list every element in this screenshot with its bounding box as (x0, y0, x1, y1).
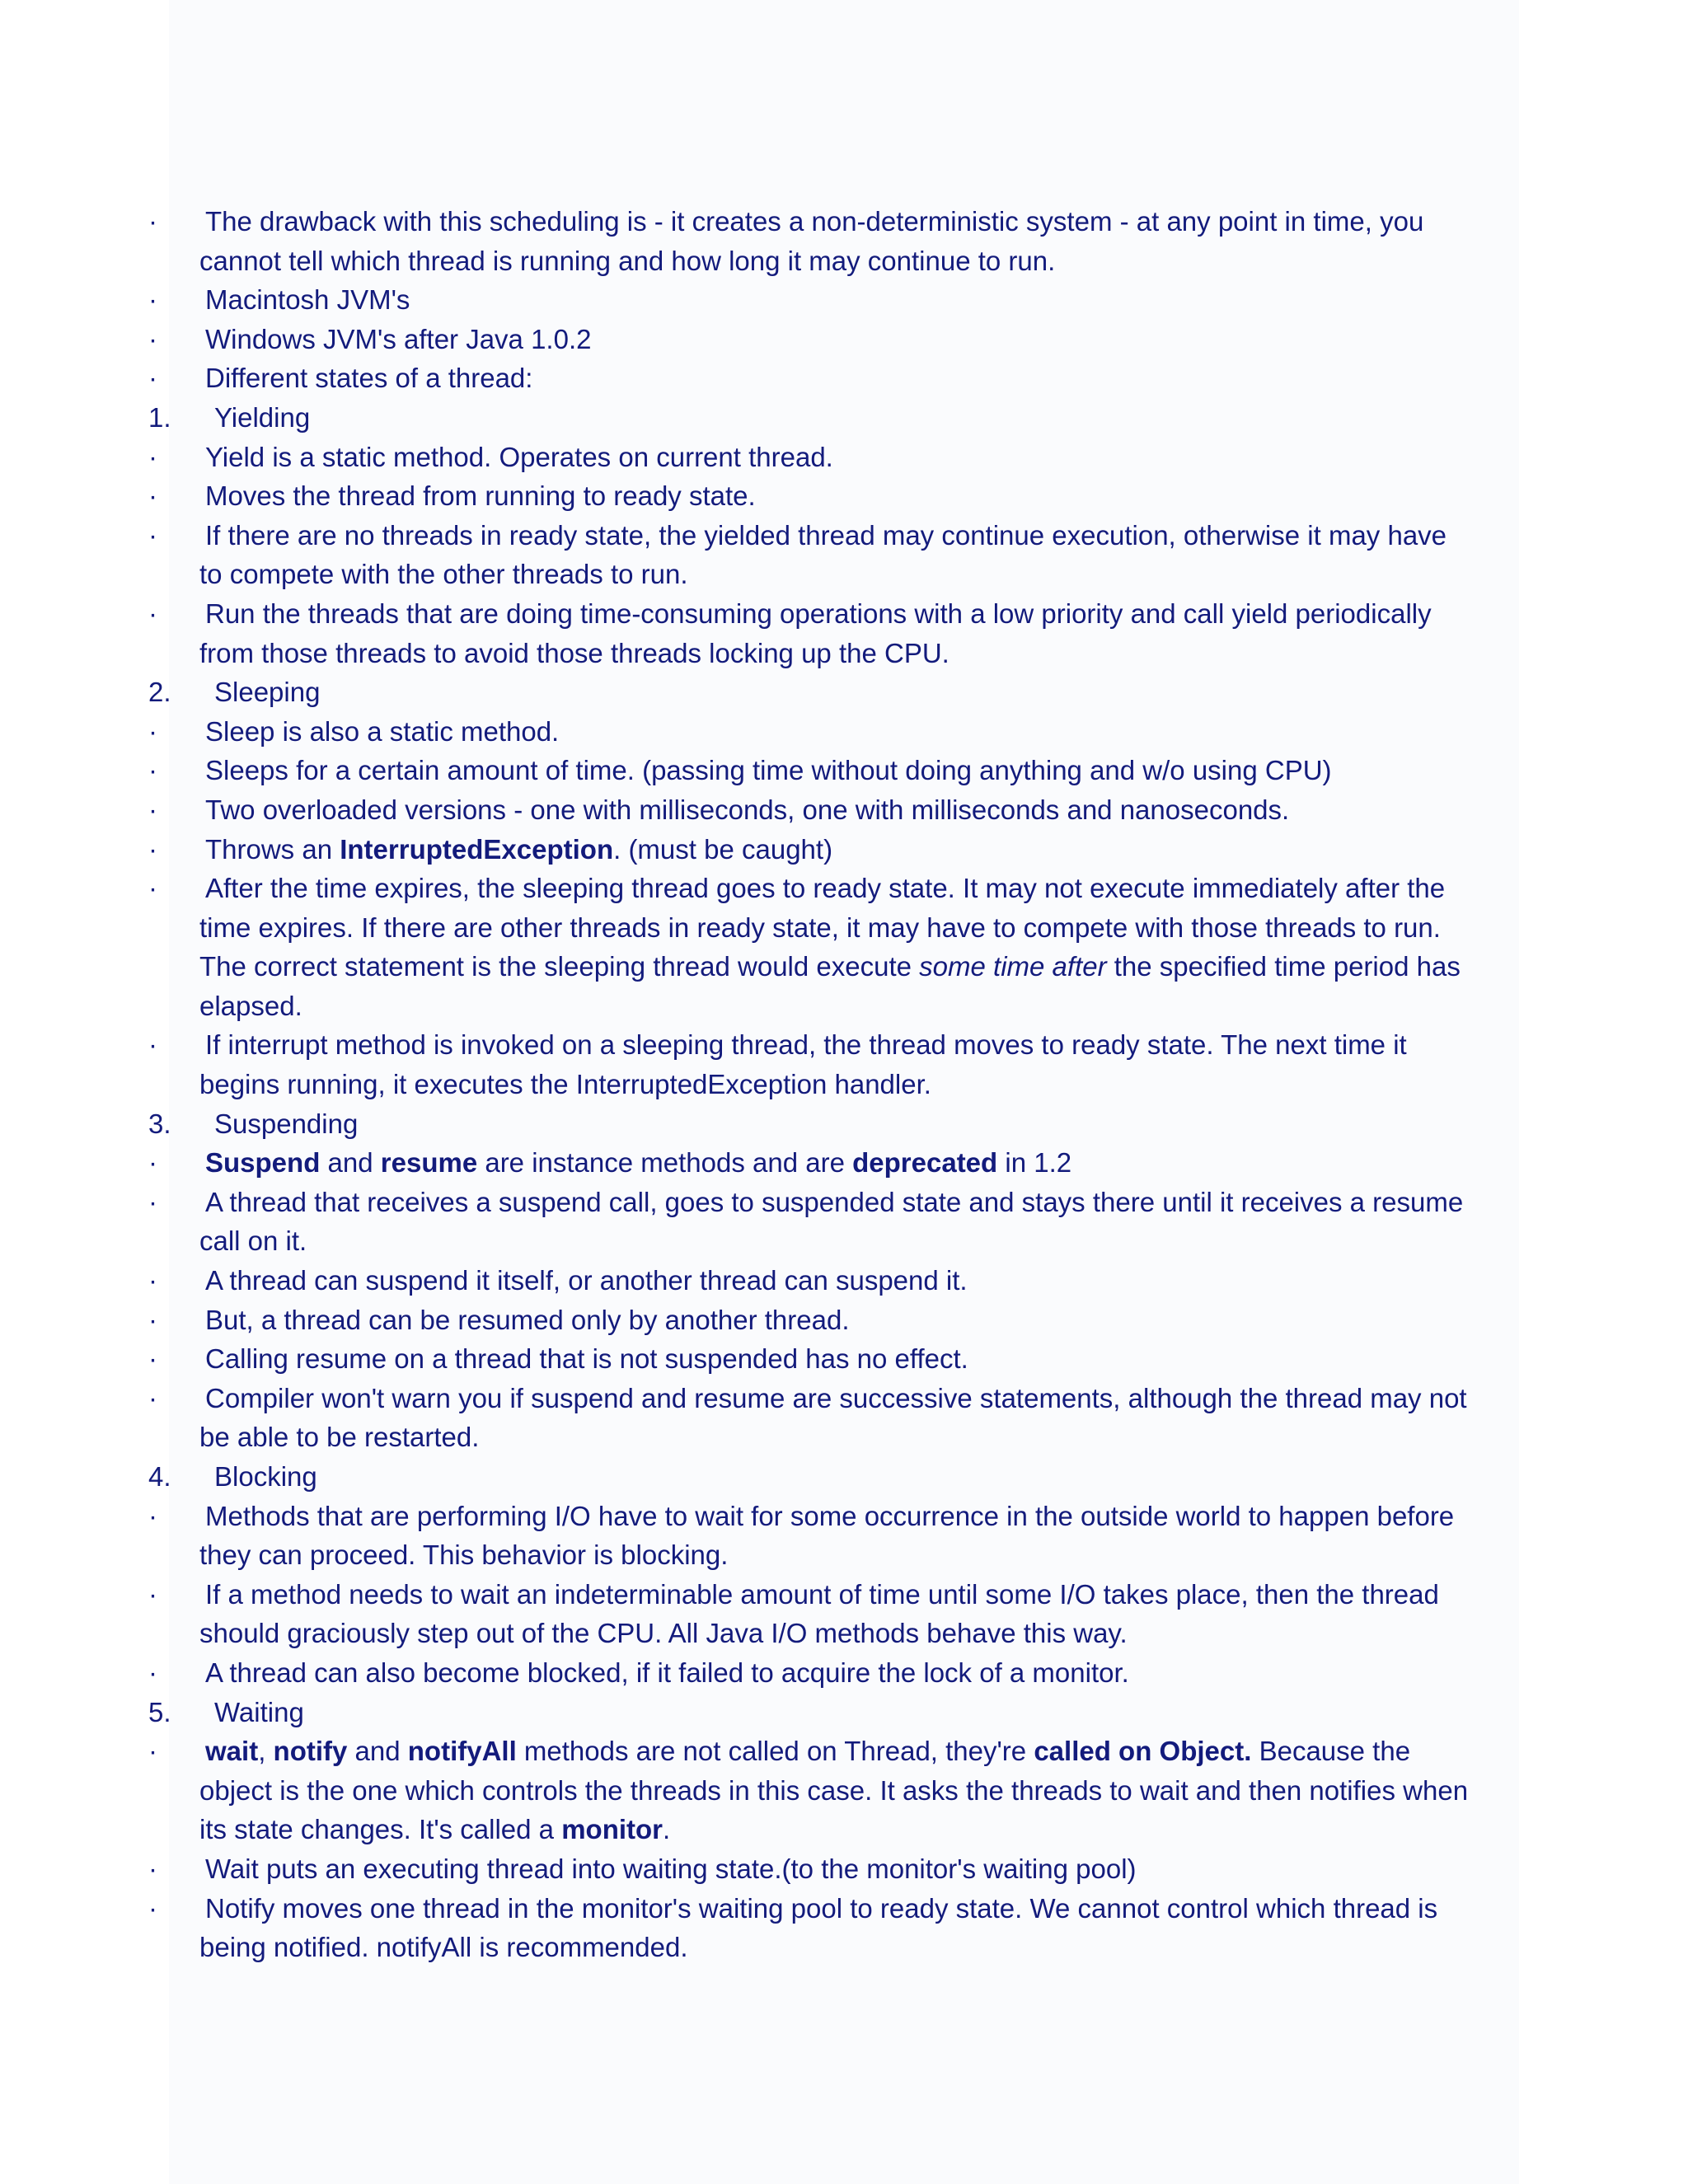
list-item-text: Compiler won't warn you if suspend and resume are successive statements, although the thread may not (205, 1382, 1467, 1413)
list-item-text: A thread can also become blocked, if it failed to acquire the lock of a monitor. (205, 1657, 1129, 1688)
list-item-continuation (148, 1810, 1500, 1849)
list-item-continuation (148, 947, 1500, 987)
bullet-marker: · (148, 1029, 157, 1061)
list-item (148, 1497, 1500, 1536)
emphasis-text: notify (273, 1736, 348, 1767)
list-item (148, 438, 1500, 477)
list-item-text: Sleep is also a static method. (205, 715, 560, 747)
list-item (148, 280, 1500, 320)
bullet-marker: · (148, 441, 157, 472)
list-item-continuation (148, 241, 1500, 281)
bullet-marker: · (148, 755, 157, 786)
list-item-text: Wait puts an executing thread into waiting state.(to the monitor's waiting pool) (205, 1853, 1137, 1884)
section-title: Yielding (214, 401, 311, 433)
list-item-text: Sleeps for a certain amount of time. (passing time without doing anything and w/o using CPU) (205, 755, 1332, 786)
list-item (148, 751, 1500, 790)
section-heading (148, 1693, 1500, 1732)
emphasis-text: monitor (561, 1814, 663, 1845)
bullet-marker: · (148, 519, 157, 551)
list-item (148, 1732, 1500, 1771)
list-item-text: in 1.2 (997, 1147, 1072, 1179)
bullet-marker: · (148, 1578, 157, 1610)
list-item-text: Windows JVM's after Java 1.0.2 (205, 323, 592, 354)
list-item (148, 1379, 1500, 1418)
emphasis-text: resume (380, 1147, 478, 1179)
bullet-marker: · (148, 284, 157, 316)
bullet-marker: · (148, 1382, 157, 1413)
list-item-continuation (148, 1418, 1500, 1457)
list-item-continuation (148, 1614, 1500, 1653)
list-item-text: object is the one which controls the threads in this case. It asks the threads to wait and then notifies when (199, 1774, 1469, 1806)
emphasis-text: Suspend (205, 1147, 321, 1179)
list-item-text: Notify moves one thread in the monitor's waiting pool to ready state. We cannot control which thread is (205, 1892, 1438, 1924)
list-item-text: Different states of a thread: (205, 363, 533, 394)
list-item-text: After the time expires, the sleeping thread goes to ready state. It may not execute immediately after the (205, 873, 1446, 904)
list-item-text: Two overloaded versions - one with milliseconds, one with milliseconds and nanoseconds. (205, 794, 1290, 825)
list-item (148, 1889, 1500, 1929)
list-item-text: If interrupt method is invoked on a sleeping thread, the thread moves to ready state. The next time it (205, 1029, 1407, 1061)
bullet-marker: · (148, 794, 157, 825)
section-title: Sleeping (214, 677, 321, 708)
list-item-text: A thread that receives a suspend call, goes to suspended state and stays there until it receives a resume (205, 1186, 1464, 1217)
section-heading (148, 673, 1500, 712)
section-heading (148, 1104, 1500, 1144)
list-item-text: being notified. notifyAll is recommended. (199, 1932, 688, 1963)
list-item-text: A thread can suspend it itself, or another thread can suspend it. (205, 1265, 968, 1296)
bullet-marker: · (148, 715, 157, 747)
list-item-text: . (must be caught) (613, 833, 833, 865)
list-item-text: methods are not called on Thread, they're (516, 1736, 1034, 1767)
list-item (148, 830, 1500, 869)
list-item-continuation (148, 634, 1500, 673)
italic-text: some time after (919, 951, 1107, 982)
list-item (148, 320, 1500, 359)
bullet-marker: · (148, 873, 157, 904)
list-item (148, 1849, 1500, 1889)
list-item-text: Run the threads that are doing time-consuming operations with a low priority and call yield periodically (205, 598, 1432, 629)
list-item-text: Because the (1251, 1736, 1411, 1767)
list-item-continuation (148, 1065, 1500, 1104)
list-item-text: begins running, it executes the InterruptedException handler. (199, 1069, 931, 1100)
emphasis-text: deprecated (852, 1147, 998, 1179)
emphasis-text: wait (205, 1736, 259, 1767)
list-item-text: If a method needs to wait an indeterminable amount of time until some I/O takes place, then the thread (205, 1578, 1439, 1610)
list-item (148, 516, 1500, 555)
list-item (148, 712, 1500, 752)
list-item-continuation (148, 1535, 1500, 1575)
list-item-text: and (320, 1147, 381, 1179)
list-item-text: should graciously step out of the CPU. All Java I/O methods behave this way. (199, 1618, 1128, 1649)
list-item-text: and (347, 1736, 408, 1767)
list-item-continuation (148, 555, 1500, 594)
section-title: Blocking (214, 1461, 317, 1492)
list-item (148, 1261, 1500, 1301)
list-item-continuation (148, 987, 1500, 1026)
list-item-text: Yield is a static method. Operates on current thread. (205, 441, 833, 472)
list-item-text: call on it. (199, 1226, 307, 1257)
list-item-text: they can proceed. This behavior is blocking. (199, 1540, 729, 1571)
bullet-marker: · (148, 833, 157, 865)
list-item (148, 1575, 1500, 1615)
list-item-text: Macintosh JVM's (205, 284, 410, 316)
bullet-marker: · (148, 1853, 157, 1884)
list-item (148, 594, 1500, 634)
list-item-text: from those threads to avoid those threads locking up the CPU. (199, 637, 950, 668)
list-item-text: cannot tell which thread is running and how long it may continue to run. (199, 245, 1056, 276)
list-item-continuation (148, 1928, 1500, 1967)
document-body (148, 202, 1500, 1967)
list-item-text: But, a thread can be resumed only by another thread. (205, 1304, 850, 1335)
list-item-text: Methods that are performing I/O have to wait for some occurrence in the outside world to happen before (205, 1500, 1455, 1531)
bullet-marker: · (148, 598, 157, 629)
bullet-marker: · (148, 323, 157, 354)
list-item-text: Throws an (205, 833, 340, 865)
list-item (148, 1653, 1500, 1693)
list-item-text: are instance methods and are (477, 1147, 853, 1179)
list-item-text: The drawback with this scheduling is - it creates a non-deterministic system - at any point in time, you (205, 206, 1424, 237)
bullet-marker: · (148, 480, 157, 512)
list-item-continuation (148, 1221, 1500, 1261)
list-item-text: the specified time period has (1106, 951, 1461, 982)
section-heading (148, 398, 1500, 438)
list-item-text: time expires. If there are other threads in ready state, it may have to compete with those threads to run. (199, 912, 1441, 943)
bullet-marker: · (148, 1657, 157, 1688)
list-item-text: be able to be restarted. (199, 1422, 480, 1453)
list-item-text: If there are no threads in ready state, the yielded thread may continue execution, otherwise it may have (205, 519, 1447, 551)
emphasis-text: called on Object. (1034, 1736, 1252, 1767)
list-item (148, 790, 1500, 830)
list-item-text: , (258, 1736, 274, 1767)
list-item (148, 359, 1500, 398)
emphasis-text: notifyAll (407, 1736, 517, 1767)
bullet-marker: · (148, 1892, 157, 1924)
list-item-text: to compete with the other threads to run. (199, 559, 688, 590)
list-item (148, 869, 1500, 908)
bullet-marker: · (148, 1343, 157, 1375)
list-item (148, 202, 1500, 241)
list-item-text: Moves the thread from running to ready state. (205, 480, 756, 512)
bullet-marker: · (148, 1304, 157, 1335)
list-item (148, 1143, 1500, 1183)
bullet-marker: · (148, 1186, 157, 1217)
section-heading (148, 1457, 1500, 1497)
bullet-marker: · (148, 363, 157, 394)
list-item-text: Calling resume on a thread that is not suspended has no effect. (205, 1343, 968, 1375)
section-title: Waiting (214, 1696, 304, 1727)
bullet-marker: · (148, 1500, 157, 1531)
list-item-continuation (148, 908, 1500, 948)
emphasis-text: InterruptedException (340, 833, 614, 865)
section-number: 1. (148, 401, 171, 433)
section-title: Suspending (214, 1108, 359, 1139)
list-item (148, 1339, 1500, 1379)
list-item-text: The correct statement is the sleeping thread would execute (199, 951, 920, 982)
bullet-marker: · (148, 1736, 157, 1767)
list-item-continuation (148, 1771, 1500, 1811)
list-item (148, 1025, 1500, 1065)
list-item (148, 1183, 1500, 1222)
bullet-marker: · (148, 206, 157, 237)
bullet-marker: · (148, 1265, 157, 1296)
section-number: 4. (148, 1461, 171, 1492)
bullet-marker: · (148, 1147, 157, 1179)
list-item (148, 476, 1500, 516)
list-item-text: . (663, 1814, 671, 1845)
section-number: 2. (148, 677, 171, 708)
section-number: 3. (148, 1108, 171, 1139)
section-number: 5. (148, 1696, 171, 1727)
list-item (148, 1301, 1500, 1340)
list-item-text: its state changes. It's called a (199, 1814, 562, 1845)
list-item-text: elapsed. (199, 990, 302, 1021)
